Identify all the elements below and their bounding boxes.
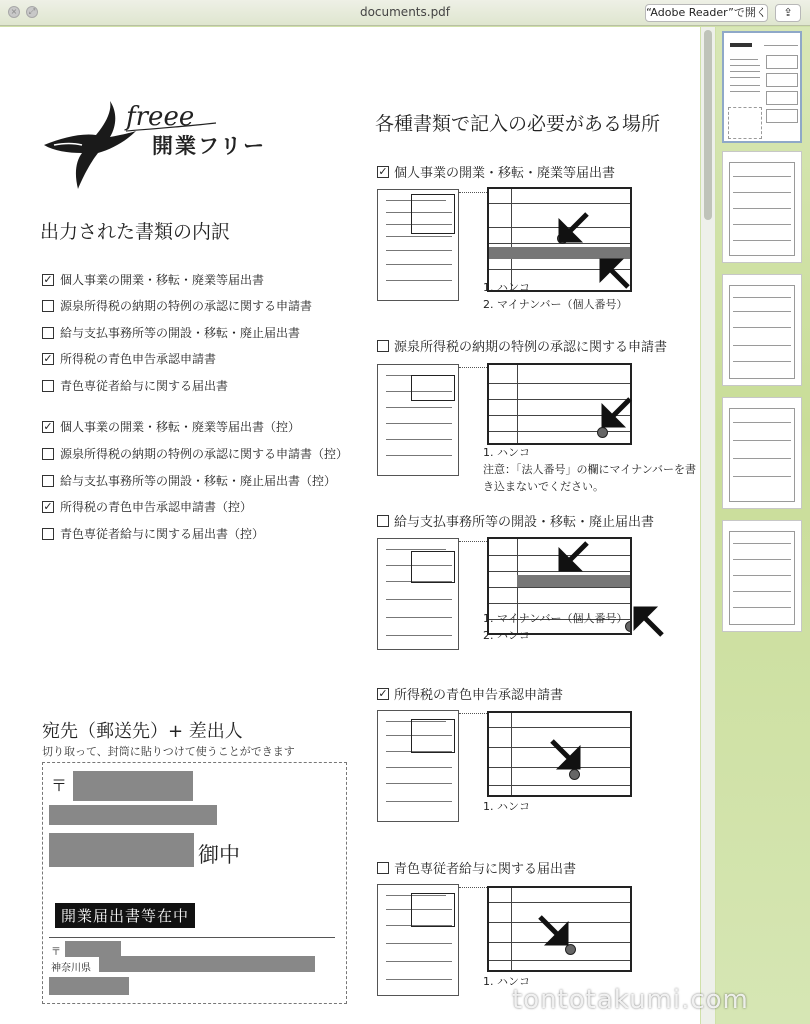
divider — [49, 937, 335, 938]
list-item: 青色専従者給与に関する届出書 — [42, 377, 228, 394]
arrow-up-left-icon — [632, 605, 666, 639]
checkbox-icon — [42, 448, 54, 460]
form-thumbnail — [377, 538, 459, 650]
scrollbar-thumb[interactable] — [704, 30, 712, 220]
checkbox-icon — [377, 862, 389, 874]
site-watermark: tontotakumi.com — [512, 985, 749, 1015]
output-documents-heading: 出力された書類の内訳 — [40, 221, 231, 243]
onchu-label: 御中 — [198, 843, 240, 867]
list-item: 給与支払事務所等の開設・移転・廃止届出書 — [42, 324, 300, 341]
page-thumbnail-5[interactable] — [722, 520, 802, 632]
address-note: 切り取って、封筒に貼りつけて使うことができます — [42, 745, 295, 758]
fill-in-places-heading: 各種書類で記入の必要がある場所 — [375, 113, 661, 135]
enclosure-stamp: 開業届出書等在中 — [55, 903, 195, 928]
address-heading: 宛先（郵送先）+ 差出人 — [42, 721, 243, 742]
list-item: ✓ 所得税の青色申告承認申請書 — [43, 351, 217, 366]
section-title: 源泉所得税の納期の特例の承認に関する申請書 — [377, 336, 667, 355]
brand-name: 開業フリー — [152, 134, 267, 158]
section-note: 1. マイナンバー（個人番号） — [483, 612, 628, 625]
zoom-window-icon[interactable]: ⤢ — [26, 6, 38, 18]
pdf-page — [0, 27, 700, 1024]
section-note: 1. ハンコ — [483, 800, 530, 813]
sender-prefecture: 神奈川県 — [51, 963, 91, 974]
redacted-address — [49, 805, 217, 825]
list-item: ✓ 個人事業の開業・移転・廃業等届出書 — [43, 272, 265, 287]
form-thumbnail — [377, 884, 459, 996]
page-thumbnail-1[interactable] — [722, 31, 802, 143]
arrow-down-left-icon — [600, 395, 634, 429]
redacted-postal-code — [73, 771, 193, 801]
list-item: 給与支払事務所等の開設・移転・廃止届出書（控） — [42, 472, 336, 489]
redacted-sender-postal-code — [65, 941, 121, 957]
checkbox-icon — [42, 528, 54, 540]
redacted-recipient — [49, 833, 194, 867]
redacted-sender-name — [49, 977, 129, 995]
section-title: ✓ 個人事業の開業・移転・廃業等届出書 — [378, 164, 616, 181]
page-thumbnails-sidebar — [716, 27, 810, 1024]
highlight-box — [411, 551, 455, 583]
arrow-down-right-icon — [536, 913, 570, 947]
checkbox-icon — [42, 300, 54, 312]
list-item: ✓ 個人事業の開業・移転・廃業等届出書（控） — [43, 419, 301, 434]
section-note: 1. ハンコ — [483, 975, 530, 988]
section-title: ✓ 所得税の青色申告承認申請書 — [378, 686, 564, 703]
checkbox-icon — [42, 380, 54, 392]
document-title: documents.pdf — [359, 5, 451, 19]
list-item: 源泉所得税の納期の特例の承認に関する申請書（控） — [42, 445, 348, 462]
close-window-icon[interactable]: × — [8, 6, 20, 18]
sender-postal-mark: 〒 — [51, 947, 61, 958]
section-note: 2. マイナンバー（個人番号） — [483, 298, 628, 311]
list-item: ✓ 所得税の青色申告承認申請書（控） — [43, 499, 253, 514]
window-titlebar — [0, 0, 810, 26]
page-thumbnail-4[interactable] — [722, 397, 802, 509]
section-note: 2. ハンコ — [483, 629, 530, 642]
arrow-down-left-icon — [557, 539, 591, 573]
highlight-box — [411, 375, 455, 401]
checkbox-checked-icon: ✓ — [43, 499, 53, 513]
form-thumbnail — [377, 364, 459, 476]
highlight-box — [411, 719, 455, 753]
checkbox-checked-icon: ✓ — [378, 164, 388, 178]
section-note: き込まないでください。 — [483, 480, 604, 493]
checkbox-icon — [377, 340, 389, 352]
open-in-adobe-reader-button[interactable]: “Adobe Reader”で開く — [645, 4, 768, 22]
share-icon[interactable]: ⇪ — [775, 4, 801, 22]
logo-script-text: freee — [126, 102, 195, 132]
form-thumbnail — [377, 189, 459, 301]
checkbox-checked-icon: ✓ — [43, 419, 53, 433]
arrow-down-left-icon — [557, 210, 591, 244]
section-note: 1. ハンコ — [483, 446, 530, 459]
redacted-sender-address — [99, 956, 315, 972]
highlight-box — [411, 893, 455, 927]
section-title: 給与支払事務所等の開設・移転・廃止届出書 — [377, 511, 654, 530]
section-note: 1. ハンコ — [483, 281, 530, 294]
page-thumbnail-2[interactable] — [722, 151, 802, 263]
checkbox-checked-icon: ✓ — [43, 351, 53, 365]
arrow-up-left-icon — [598, 257, 632, 291]
checkbox-icon — [42, 475, 54, 487]
page-thumbnail-3[interactable] — [722, 274, 802, 386]
checkbox-checked-icon: ✓ — [378, 686, 388, 700]
list-item: 青色専従者給与に関する届出書（控） — [42, 525, 264, 542]
highlight-box — [411, 194, 455, 234]
arrow-down-right-icon — [548, 737, 582, 771]
section-title: 青色専従者給与に関する届出書 — [377, 858, 576, 877]
section-note: 注意：「法人番号」の欄にマイナンバーを書 — [483, 463, 696, 476]
form-thumbnail — [377, 710, 459, 822]
checkbox-icon — [377, 515, 389, 527]
checkbox-icon — [42, 327, 54, 339]
checkbox-checked-icon: ✓ — [43, 272, 53, 286]
list-item: 源泉所得税の納期の特例の承認に関する申請書 — [42, 297, 312, 314]
address-label-cutout — [42, 762, 347, 1004]
postal-mark: 〒 — [51, 776, 68, 795]
